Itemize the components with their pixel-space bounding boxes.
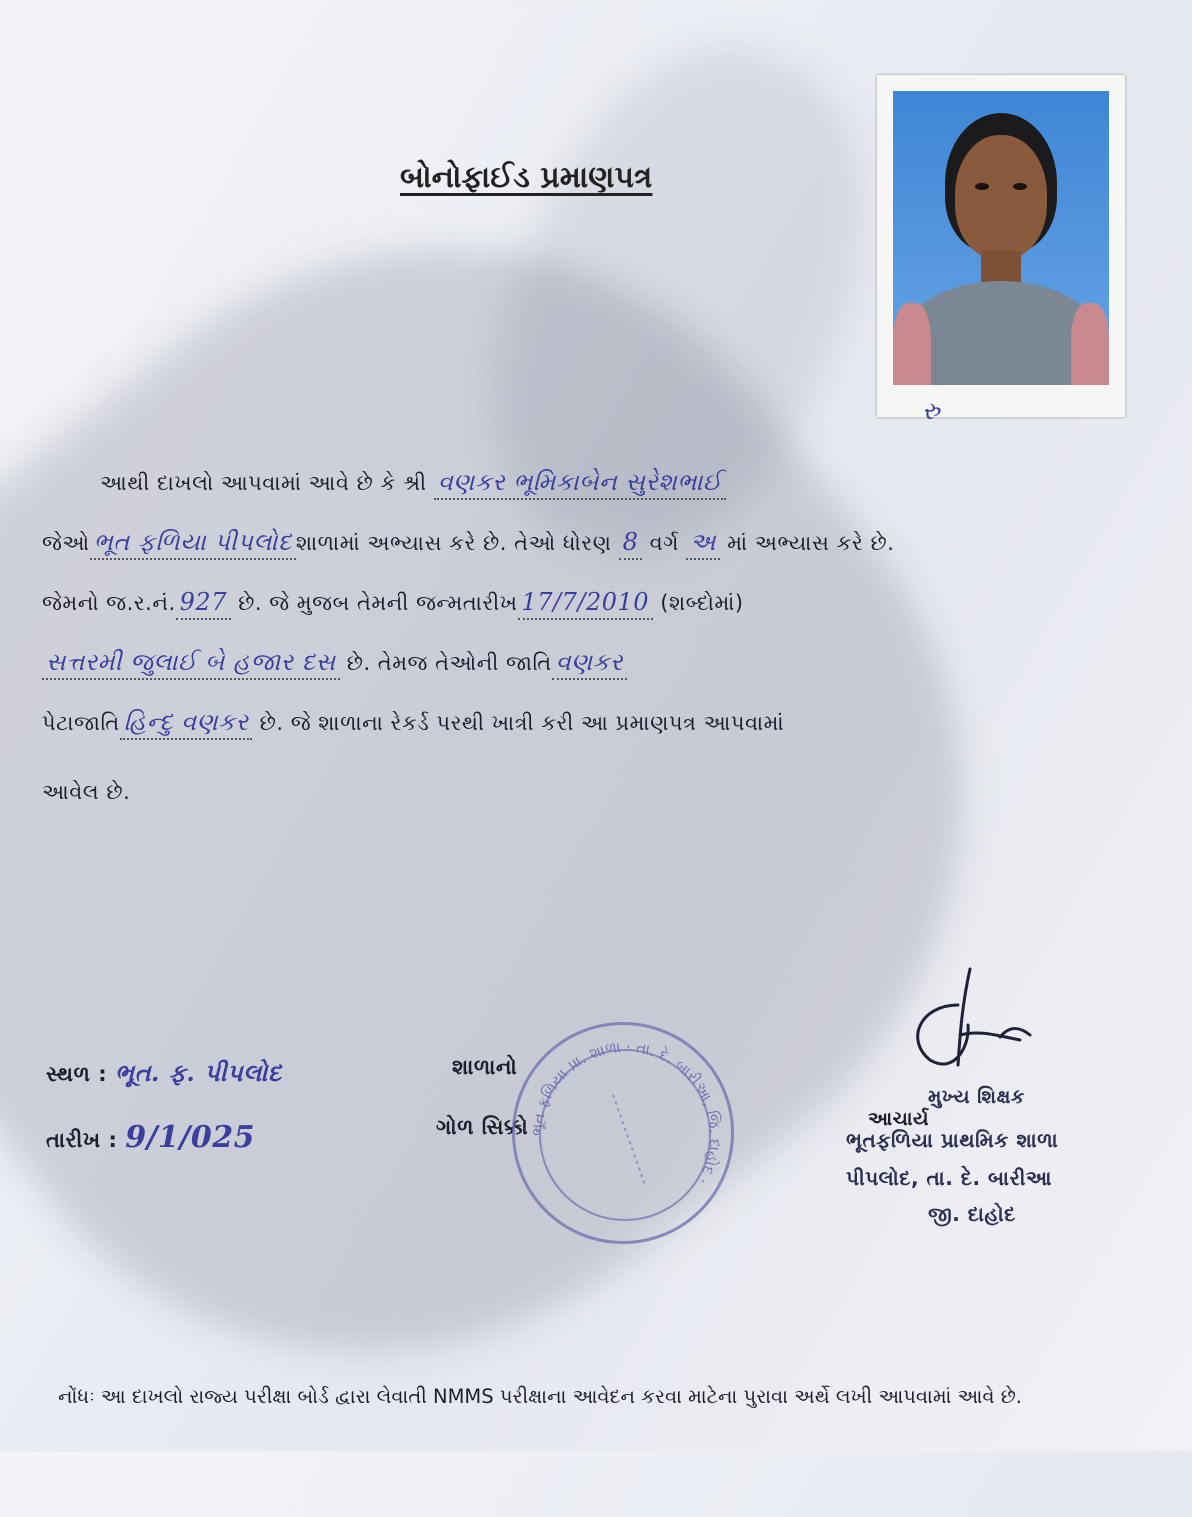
signatory-district: જી. દાહોદ (928, 1202, 1016, 1226)
footnote: નોંધઃ આ દાખલો રાજ્ય પરીક્ષા બોર્ડ દ્વારા લેવાતી NMMS પરીક્ષાના આવેદન કરવા માટેના પુરાવા અર્થે લખી આપવામાં આવે છે. (58, 1385, 1023, 1408)
principal-signature (900, 965, 1040, 1075)
student-photo (877, 75, 1125, 425)
line-5: પેટાજાતિ હિન્દુ વણકર છે. જે શાળાના રેકર્ડ પરથી ખાત્રી કરી આ પ્રમાણપત્ર આપવામાં (42, 708, 784, 736)
school-round-stamp (512, 1022, 734, 1244)
signatory-role-stamp: મુખ્ય શિક્ષક (928, 1086, 1025, 1108)
standard: 8 (619, 528, 643, 560)
photo-mark: રુ (922, 397, 940, 425)
date-row: તારીખ : 9/1/025 (46, 1120, 256, 1155)
stamp-ring-text: ભૂત ફળિયા પ્રા. શાળા · તા. દે. બારીઆ, જિ. દાહોદ · (527, 1037, 725, 1188)
seal-label-1: શાળાનો (452, 1055, 518, 1079)
line-3: જેમનો જ.ર.નં. 927 છે. જે મુજબ તેમની જન્મતારીખ 17/7/2010 (શબ્દોમાં) (42, 588, 744, 616)
certificate-title: બોનોફાઈડ પ્રમાણપત્ર (400, 160, 653, 195)
caste: વણકર (552, 648, 627, 680)
school-name: ભૂત ફળિયા પીપલોદ (90, 528, 296, 560)
line-4: સત્તરમી જુલાઈ બે હજાર દસ છે. તેમજ તેઓની જાતિ વણકર (42, 648, 627, 676)
signatory-place: પીપલોદ, તા. દે. બારીઆ (846, 1166, 1052, 1190)
sub-caste: હિન્દુ વણકર (120, 708, 253, 740)
line-6: આવેલ છે. (42, 780, 131, 804)
signatory-role: આચાર્ય (868, 1108, 930, 1130)
birth-date-words: સત્તરમી જુલાઈ બે હજાર દસ (42, 648, 340, 680)
line-2: જેઓ ભૂત ફળિયા પીપલોદ શાળામાં અભ્યાસ કરે છે. તેઓ ધોરણ 8 વર્ગ અ માં અભ્યાસ કરે છે. (42, 528, 894, 556)
place-row: સ્થળ : ભૂત. ફ. પીપલોદ (46, 1058, 282, 1087)
gr-number: 927 (176, 588, 231, 620)
date-value: 9/1/025 (125, 1120, 256, 1155)
line-1: આથી દાખલો આપવામાં આવે છે કે શ્રી વણકર ભૂમિકાબેન સુરેશભાઈ (100, 468, 726, 496)
class-division: અ (686, 528, 720, 560)
seal-label-2: ગોળ સિક્કો (436, 1115, 529, 1139)
birth-date: 17/7/2010 (518, 588, 654, 620)
signatory-school: ભૂતફળિયા પ્રાથમિક શાળા (846, 1128, 1059, 1152)
place-value: ભૂત. ફ. પીપલોદ (114, 1058, 282, 1087)
student-name: વણકર ભૂમિકાબેન સુરેશભાઈ (434, 468, 726, 500)
